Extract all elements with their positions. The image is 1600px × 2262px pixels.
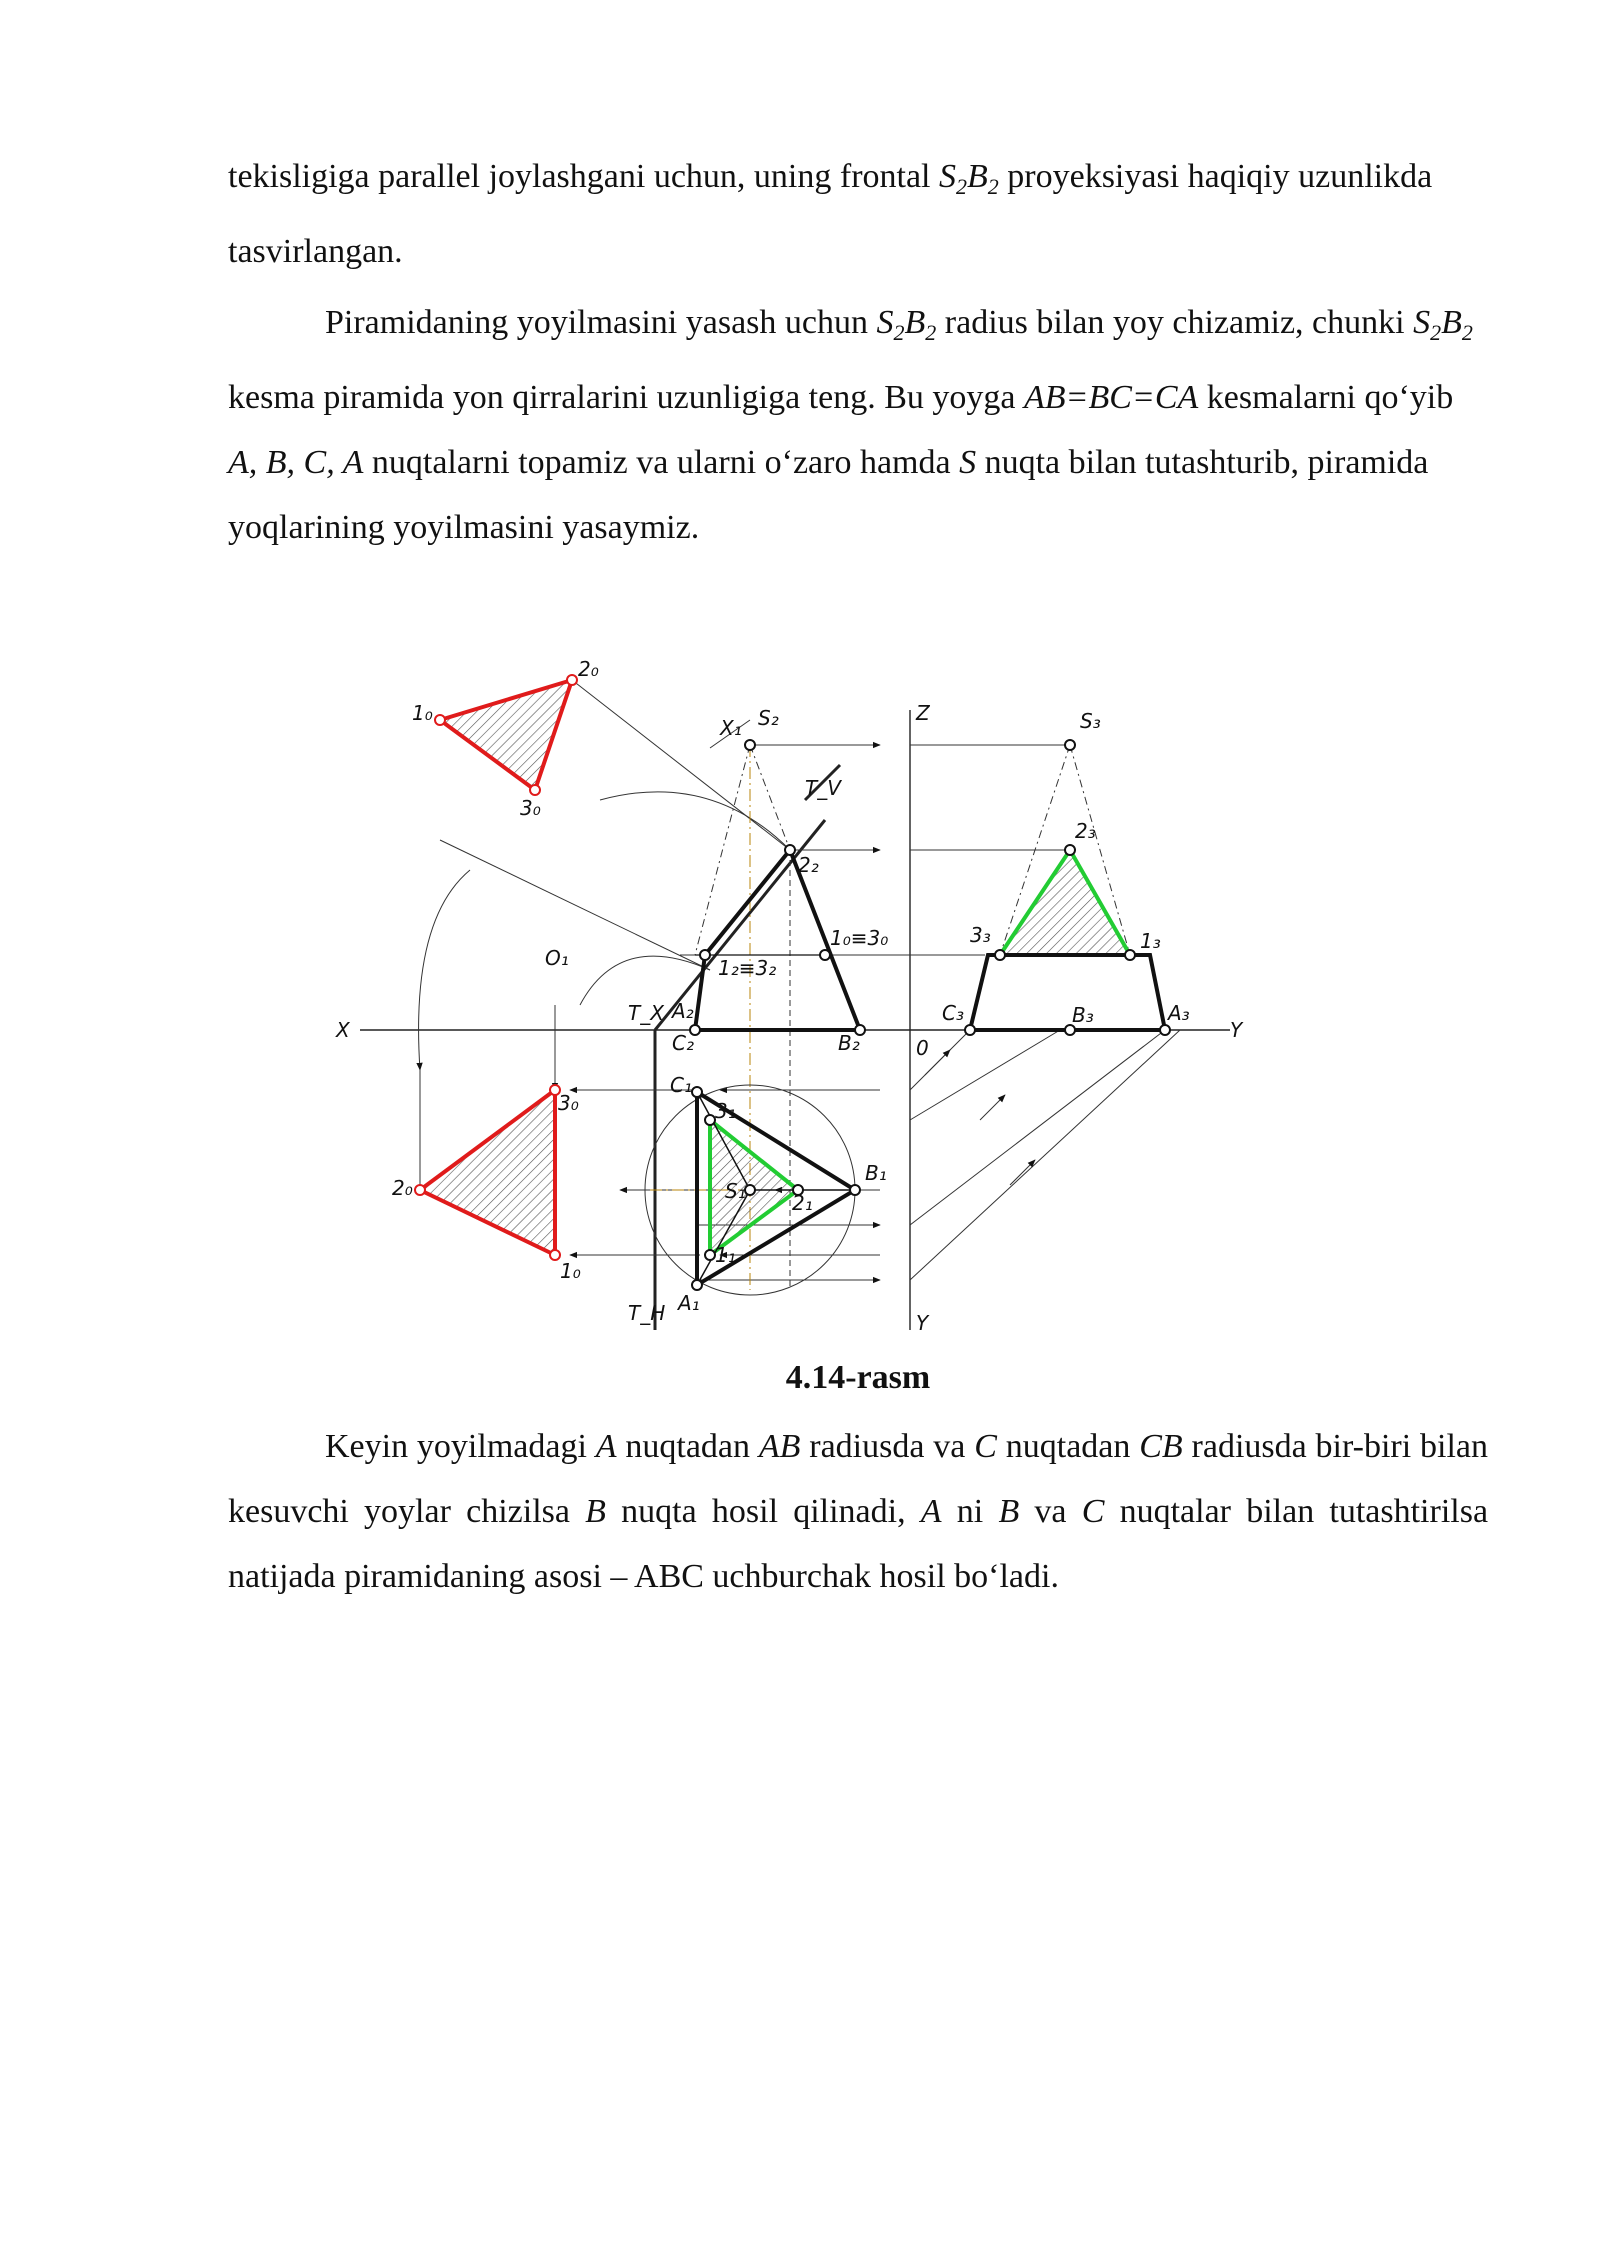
label-13: 1₃ [1140,929,1161,953]
point [692,1087,702,1097]
label-22: 2₂ [798,853,819,877]
red-triangle-section [420,1090,555,1255]
point [785,845,795,855]
diagonal-arrow [925,1050,950,1075]
label-21: 2₁ [792,1191,813,1215]
diagonal-link [910,1030,1165,1225]
math-s2b2: $S_2B_2$ [939,158,999,199]
label-th: T_H [628,1301,666,1325]
point [850,1185,860,1195]
diagonal-link [910,1030,1180,1280]
label-31: 3₁ [715,1099,736,1123]
math-s2b2: $S_2B_2$ [1413,304,1473,345]
label-s1: S₁ [725,1179,746,1203]
label-c2: C₂ [672,1031,694,1055]
paragraph-3: Keyin yoyilmadagi A nuqtadan AB radiusda va C nuqtadan CB radiusda bir-biri bilan kesuvchi yoylar chizilsa B nuqta hosil qilinadi, A ni B va C nuqtalar bilan tutashtirilsa natijada piramidaning asosi – ABC uchburchak hosil bo‘ladi. [228,1428,1489,1595]
point [550,1250,560,1260]
figure-4-14-drawing [320,650,1260,1340]
label-origin: 0 [916,1036,929,1060]
label-23: 2₃ [1075,819,1096,843]
label-a1: A₁ [678,1291,700,1315]
figure-caption: 4.14-rasm [785,1359,931,1396]
label-s2: S₂ [758,706,779,730]
label-x1: X₁ [720,716,742,740]
point [745,740,755,750]
label-11: 1₁ [715,1243,736,1267]
label-b1: B₁ [865,1161,887,1185]
paragraph-1: tekisligiga parallel joylashgani uchun, uning frontal $S_2B_2$ proyeksiyasi haqiqiy uzunlikda tasvirlangan. [228,158,1433,270]
point [700,950,710,960]
label-tx: T_X [628,1001,664,1025]
label-12-32: 1₂≡3₂ [718,956,777,980]
point [415,1185,425,1195]
diagonal-arrow [980,1095,1005,1120]
point [745,1185,755,1195]
label-30-bottom: 3₀ [558,1091,579,1115]
transfer-line [440,840,710,970]
point [1065,740,1075,750]
math-s2b2: $S_2B_2$ [876,304,937,345]
label-30: 3₀ [520,796,541,820]
point [965,1025,975,1035]
point [1160,1025,1170,1035]
point [995,950,1005,960]
label-a2: A₂ [672,999,694,1023]
label-20-bottom: 2₀ [392,1176,413,1200]
label-z-axis: Z [916,701,930,725]
paragraph-2: Piramidaning yoyilmasini yasash uchun $S_2B_2$ radius bilan yoy chizamiz, chunki $S_2B_2$ kesma piramida yon qirralarini uzunligiga teng. Bu yoyga AB=BC=CA kesmalarni qo‘yib A, B, C, A nuqtalarni topamiz va ularni o‘zaro hamda S nuqta bilan tutashturib, piramida yoqlarining yoyilmasini yasaymiz. [228,304,1473,546]
label-y-axis: Y [1230,1018,1243,1042]
point [692,1280,702,1290]
true-size-section-bottom [420,1090,555,1255]
rotation-arc [580,956,710,1005]
label-33: 3₃ [970,923,991,947]
label-c3: C₃ [942,1001,964,1025]
point [1065,845,1075,855]
label-20: 2₀ [578,657,599,681]
label-y-axis-bottom: Y [916,1311,929,1335]
label-o1: O₁ [545,946,569,970]
label-tv: T_V [805,776,841,800]
diagonal-link [910,1030,1060,1120]
label-c1: C₁ [670,1073,692,1097]
diagonal-arrow [1010,1160,1035,1185]
label-b3: B₃ [1072,1003,1094,1027]
point [1125,950,1135,960]
pyramid-profile-frustum [970,955,1165,1030]
point [567,675,577,685]
label-10: 1₀ [412,701,433,725]
point [705,1250,715,1260]
green-section [1000,850,1130,955]
point [435,715,445,725]
point [820,950,830,960]
red-triangle-section [440,680,572,790]
label-10-bottom: 1₀ [560,1259,581,1283]
rotation-arrow-arc [419,870,470,1070]
label-x-axis: X [336,1018,350,1042]
rotation-arc [600,792,790,850]
label-10-30: 1₀≡3₀ [830,926,889,950]
axes [360,710,1230,1330]
true-size-section-top [440,680,572,790]
label-s3: S₃ [1080,709,1101,733]
profile-projection [970,850,1165,1030]
point [530,785,540,795]
label-a3: A₃ [1168,1001,1190,1025]
point [705,1115,715,1125]
label-b2: B₂ [838,1031,860,1055]
